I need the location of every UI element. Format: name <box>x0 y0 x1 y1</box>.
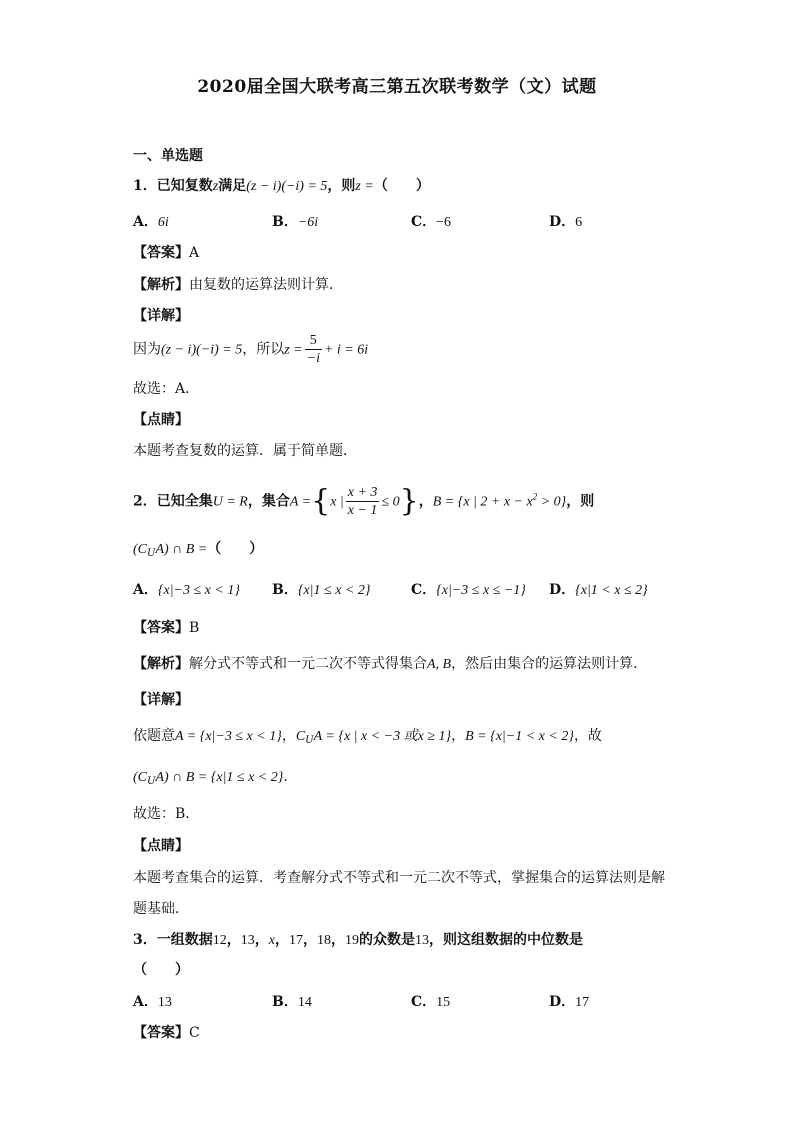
q2-detail-result: $(C_UA)$ ∩ B = {x|1 ≤ x < 2}． <box>133 769 298 787</box>
q2-option-b: B．{x|1 ≤ x < 2} <box>272 582 371 598</box>
q1-detail-label: 【详解】 <box>133 308 189 324</box>
q1-fraction: $\frac{5}{-i}$ <box>306 333 320 366</box>
q2-analysis: 【解析】解分式不等式和一元二次不等式得集合A, B，然后由集合的运算法则计算． <box>133 656 648 672</box>
q2-detail-line: 依题意A = {x|−3 ≤ x < 1}，$C_UA = \{x$ | x < −3 或x ≥ 1}，B = {x|−1 < x < 2}，故 <box>133 728 602 746</box>
q1-analysis: 【解析】由复数的运算法则计算． <box>133 277 343 293</box>
q1-option-d: D．6 <box>549 214 583 230</box>
q1-option-b: B．−6i <box>272 214 319 230</box>
q2-comment-label: 【点睛】 <box>133 838 189 854</box>
question-1-stem: 1．已知复数z满足(z − i)(−i) = 5，则z =（ ） <box>133 178 430 194</box>
q2-stem-expression: $(C_UA)$ ∩ B =（ ） <box>133 541 264 559</box>
q2-choose: 故选：B． <box>133 806 200 822</box>
q3-paren: （ ） <box>133 962 189 978</box>
q1-answer: 【答案】A <box>133 245 200 261</box>
q1-option-c: C．−6 <box>411 214 452 230</box>
q2-option-c: C．{x|−3 ≤ x ≤ −1} <box>411 582 526 598</box>
question-2-stem: 2．已知全集U = R，集合A ={x | $\frac{x + 3}{x - 1}$ ≤ 0}，B = {x | $2 + x - x^2 > 0$}，则 <box>133 483 595 519</box>
right-brace: } <box>399 483 419 519</box>
q2-option-d: D．{x|1 < x ≤ 2} <box>549 582 648 598</box>
q3-option-d: D．17 <box>549 994 590 1010</box>
q3-option-c: C．15 <box>411 994 451 1010</box>
q2-fraction: $\frac{x + 3}{x - 1}$ <box>347 485 378 518</box>
q2-detail-label: 【详解】 <box>133 692 189 708</box>
q1-detail-formula: 因为(z − i)(−i) = 5，所以z = $\frac{5}{-i}$ + i = 6i <box>133 333 369 366</box>
q3-answer: 【答案】C <box>133 1025 200 1041</box>
q3-option-a: A．13 <box>133 994 172 1010</box>
q1-comment-label: 【点睛】 <box>133 412 189 428</box>
q1-choose: 故选：A． <box>133 381 200 397</box>
left-brace: { <box>311 483 331 519</box>
question-3-stem: 3．一组数据12，13，x，17，18，19的众数是13，则这组数据的中位数是 <box>133 932 583 948</box>
q2-comment-line-2: 题基础． <box>133 901 189 917</box>
q2-option-a: A．{x|−3 ≤ x < 1} <box>133 582 240 598</box>
section-heading: 一、单选题 <box>133 148 203 164</box>
q1-comment: 本题考查复数的运算．属于简单题． <box>133 443 357 459</box>
q2-answer: 【答案】B <box>133 620 200 636</box>
q1-option-a: A．6i <box>133 214 169 230</box>
q2-comment-line-1: 本题考查集合的运算．考查解分式不等式和一元二次不等式，掌握集合的运算法则是解 <box>133 870 665 886</box>
q3-option-b: B．14 <box>272 994 312 1010</box>
page-title: 2020届全国大联考高三第五次联考数学（文）试题 <box>197 77 597 97</box>
